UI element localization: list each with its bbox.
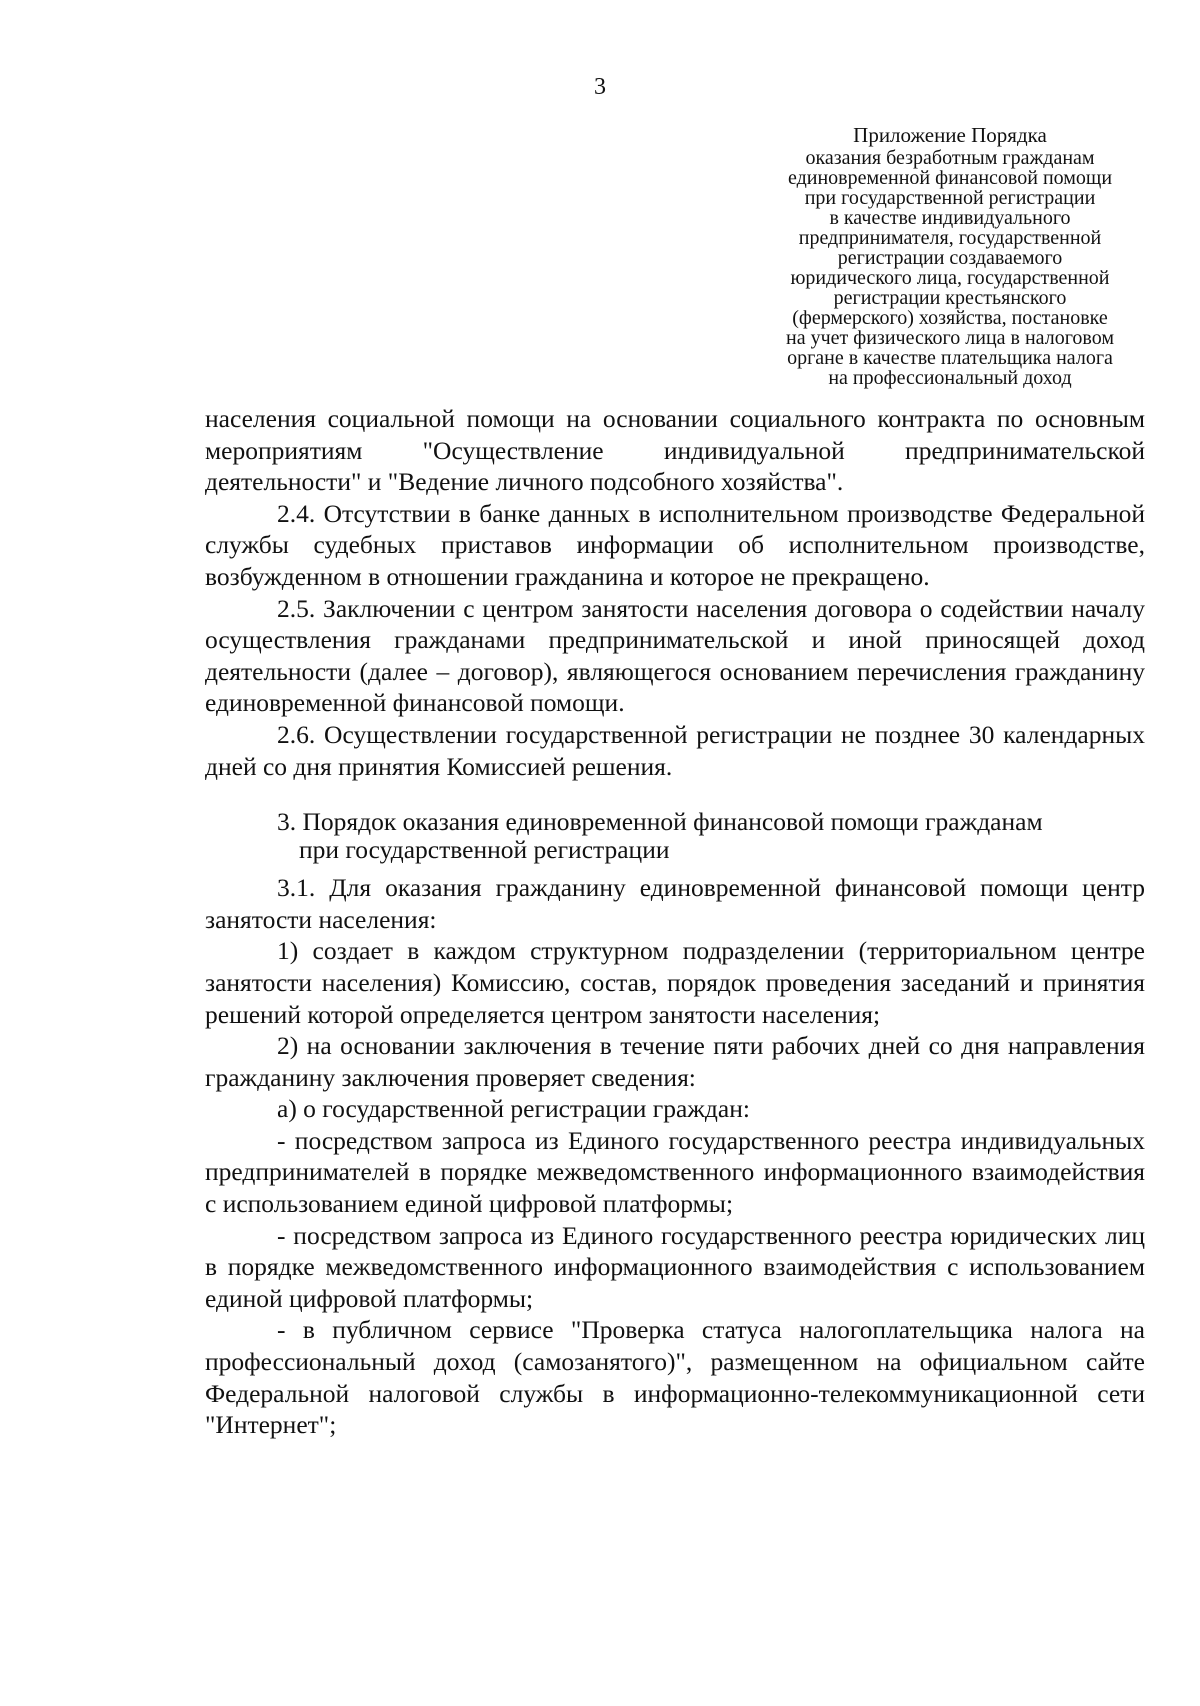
appendix-line: юридического лица, государственной (790, 267, 1110, 289)
appendix-line: предпринимателя, государственной (798, 227, 1102, 249)
paragraph-2-6: 2.6. Осуществлении государственной регистрации не позднее 30 календарных дней со дня принятия Комиссией решения. (205, 719, 1145, 781)
appendix-line: в качестве индивидуального (829, 207, 1071, 229)
paragraph-item-a: а) о государственной регистрации граждан: (277, 1094, 750, 1124)
appendix-line: регистрации создаваемого (837, 247, 1063, 269)
paragraph-continuation: населения социальной помощи на основании социального контракта по основным мероприятиям "Осуществление индивидуальной предпринимательской деятельности" и "Ведение личного подсобного хозяйства". (205, 404, 1145, 497)
paragraph-item-1: 1) создает в каждом структурном подразделении (территориальном центре занятости населения) Комиссию, состав, порядок проведения заседаний и принятия решений которой определяется центром занятости населения; (205, 936, 1145, 1029)
appendix-header (730, 122, 1170, 388)
appendix-line: на учет физического лица в налоговом (786, 327, 1114, 349)
paragraph-3-1: 3.1. Для оказания гражданину единовременной финансовой помощи центр занятости населения: (205, 873, 1145, 934)
page-number: 3 (594, 74, 606, 100)
appendix-line: единовременной финансовой помощи (787, 167, 1113, 189)
appendix-line: (фермерского) хозяйства, постановке (792, 307, 1108, 329)
paragraph-2-5: 2.5. Заключении с центром занятости населения договора о содействии началу осуществления гражданами предпринимательской и иной приносящей доход деятельности (далее – договор), являющегося основанием перечисления гражданину единовременной финансовой помощи. (205, 593, 1145, 718)
appendix-line: на профессиональный доход (828, 367, 1072, 389)
appendix-line: при государственной регистрации (804, 187, 1096, 209)
appendix-line: регистрации крестьянского (833, 287, 1067, 309)
paragraph-2-4: 2.4. Отсутствии в банке данных в исполнительном производстве Федеральной службы судебных приставов информации об исполнительном производстве, возбужденном в отношении гражданина и которое не прекращено. (205, 498, 1145, 591)
section-3-heading (205, 808, 1145, 864)
appendix-line: оказания безработным гражданам (805, 147, 1095, 169)
paragraph-dash-public-service: - в публичном сервисе "Проверка статуса налогоплательщика налога на профессиональный доход (самозанятого)", размещенном на официальном сайте Федеральной налоговой службы в информационно-телекоммуникационной сети "Интернет"; (205, 1315, 1145, 1440)
appendix-title: Приложение Порядка (853, 123, 1047, 147)
section-3-heading-line1: 3. Порядок оказания единовременной финансовой помощи гражданам (277, 807, 1043, 837)
appendix-line: органе в качестве плательщика налога (787, 347, 1113, 369)
paragraph-item-2: 2) на основании заключения в течение пяти рабочих дней со дня направления гражданину заключения проверяет сведения: (205, 1031, 1145, 1092)
paragraph-dash-ip-registry: - посредством запроса из Единого государственного реестра индивидуальных предпринимателей в порядке межведомственного информационного взаимодействия с использованием единой цифровой платформы; (205, 1125, 1145, 1219)
paragraph-dash-legal-registry: - посредством запроса из Единого государственного реестра юридических лиц в порядке межведомственного информационного взаимодействия с использованием единой цифровой платформы; (205, 1220, 1145, 1313)
document-body (205, 403, 1145, 1441)
section-3-heading-line2: при государственной регистрации (299, 835, 670, 865)
